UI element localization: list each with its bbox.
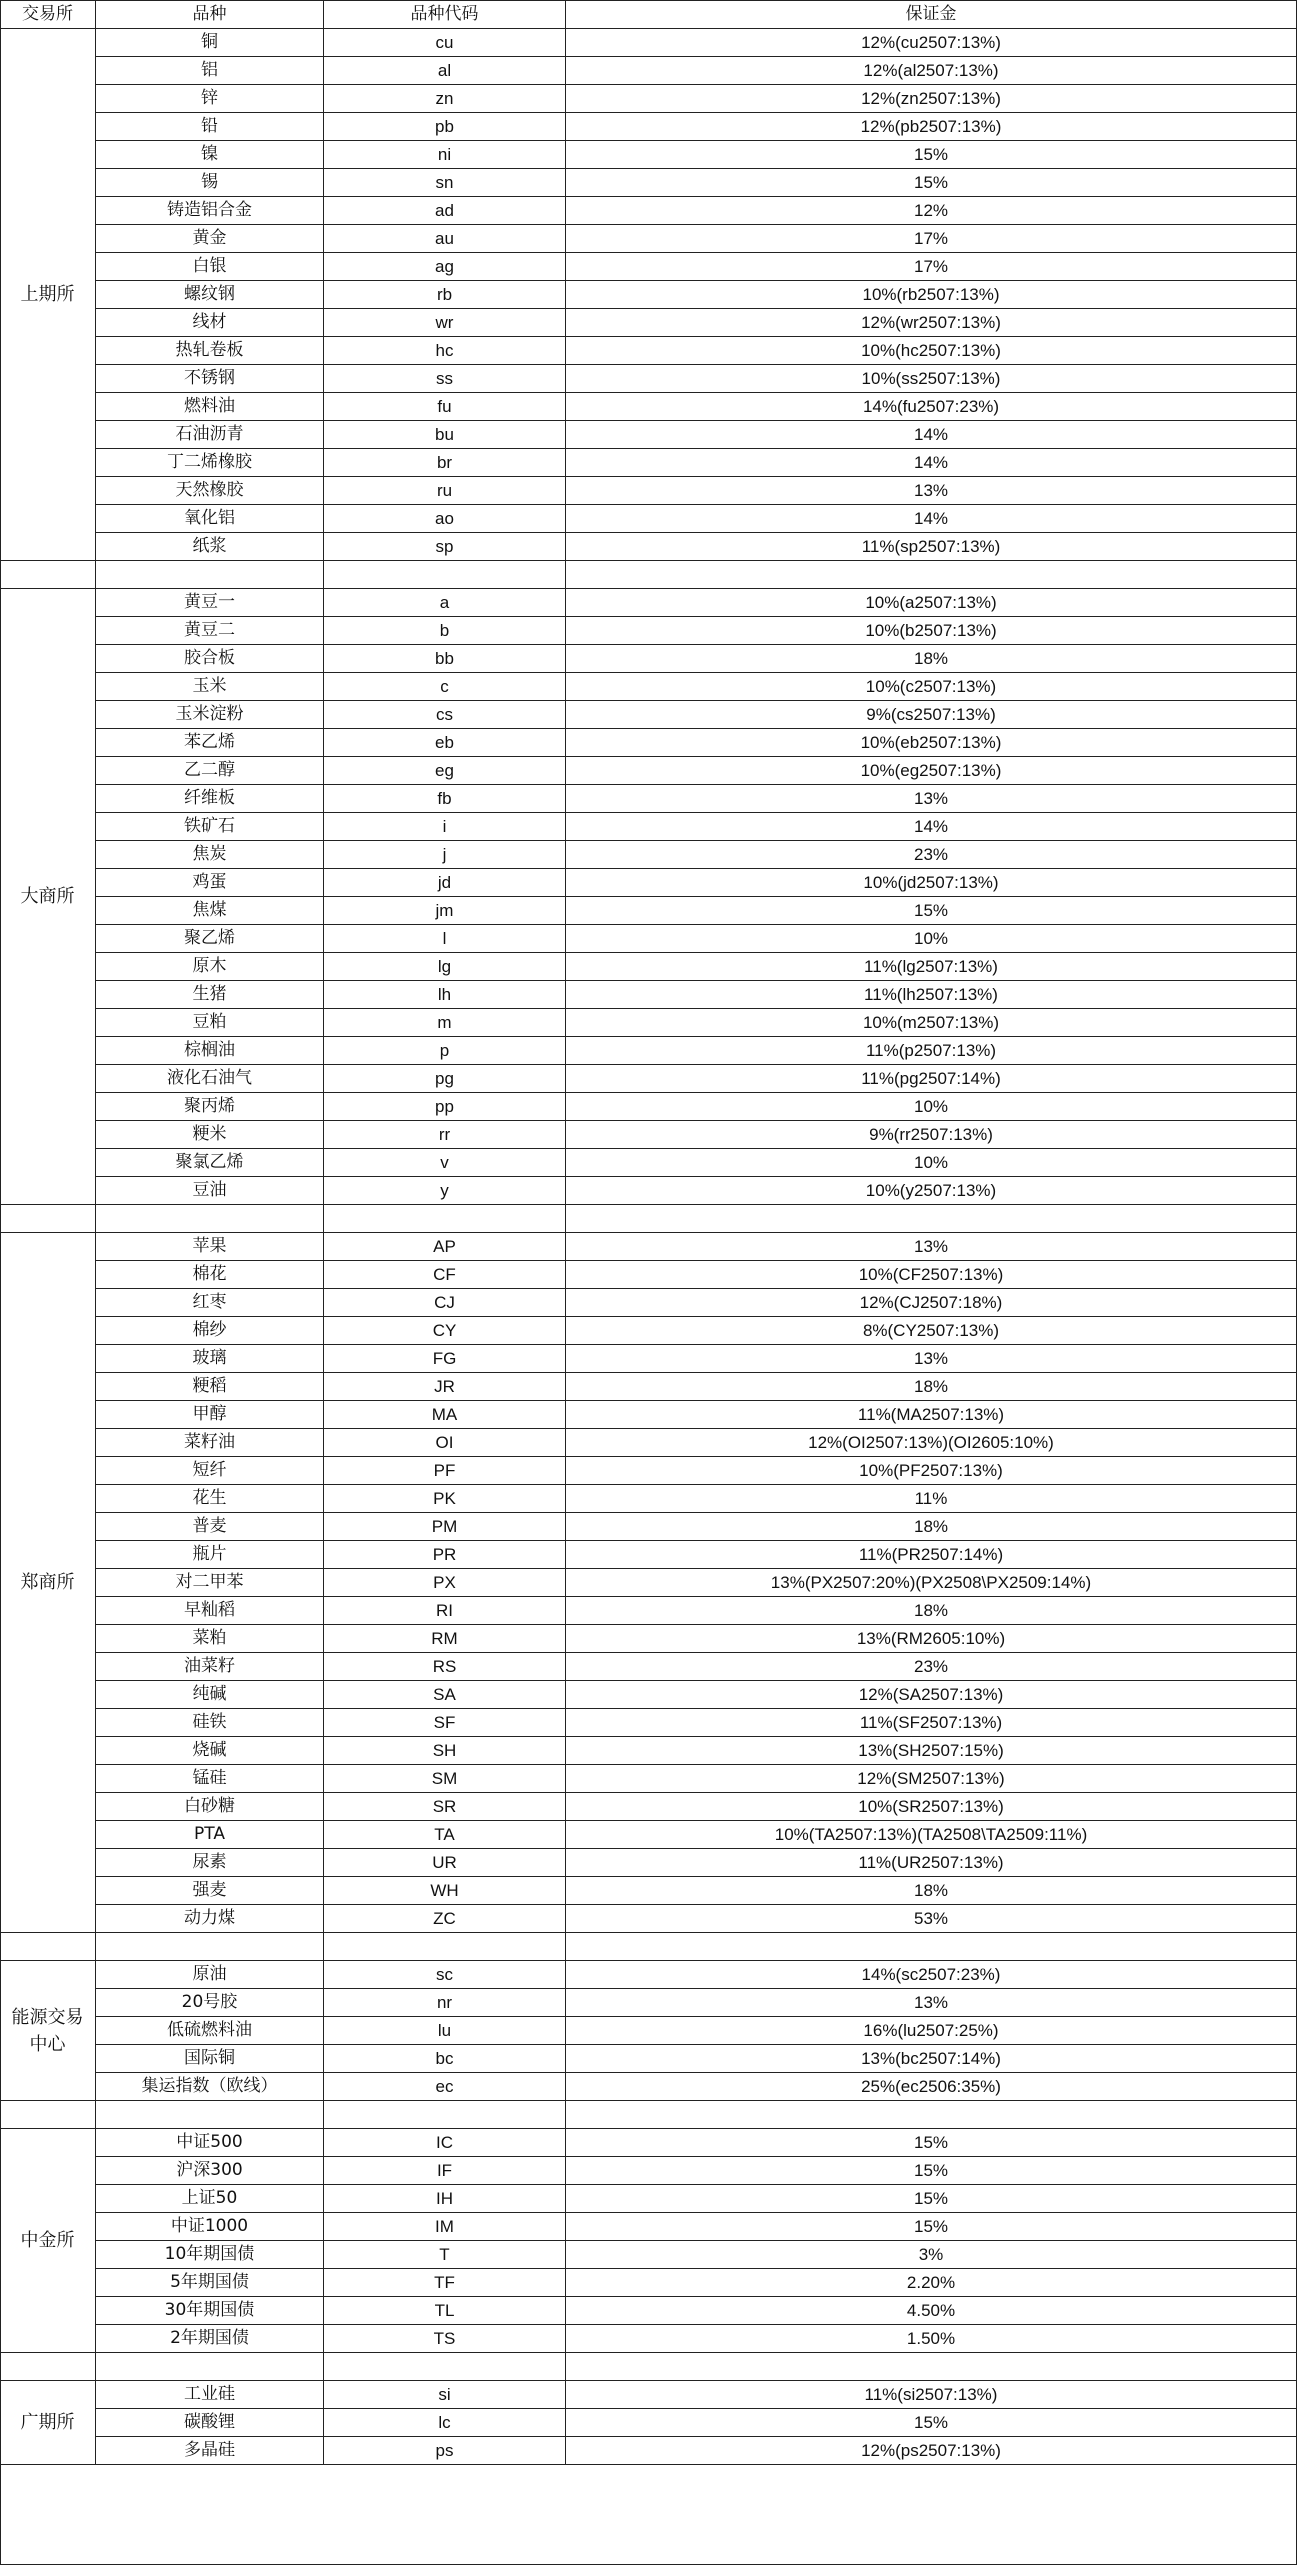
product-code-cell: IM [324, 2213, 566, 2241]
margin-rate-cell: 12%(CJ2507:18%) [566, 1289, 1297, 1317]
product-name-cell: 短纤 [96, 1457, 324, 1485]
product-code-cell: ss [324, 365, 566, 393]
product-code-cell: FG [324, 1345, 566, 1373]
margin-rate-cell: 10%(TA2507:13%)(TA2508\TA2509:11%) [566, 1821, 1297, 1849]
product-code-cell: IF [324, 2157, 566, 2185]
product-name-cell: 多晶硅 [96, 2437, 324, 2465]
product-name-cell: 中证1000 [96, 2213, 324, 2241]
product-code-cell: cu [324, 29, 566, 57]
product-name-cell: 丁二烯橡胶 [96, 449, 324, 477]
product-name-cell: 中证500 [96, 2129, 324, 2157]
margin-rate-cell: 14% [566, 421, 1297, 449]
product-code-cell: nr [324, 1989, 566, 2017]
product-code-cell: m [324, 1009, 566, 1037]
margin-rate-cell: 15% [566, 141, 1297, 169]
margin-rate-cell: 12%(SA2507:13%) [566, 1681, 1297, 1709]
product-name-cell: 螺纹钢 [96, 281, 324, 309]
product-name-cell: 低硫燃料油 [96, 2017, 324, 2045]
product-code-cell: TS [324, 2325, 566, 2353]
product-code-cell: MA [324, 1401, 566, 1429]
product-code-cell: TF [324, 2269, 566, 2297]
exchange-name-cell: 上期所 [0, 29, 96, 561]
product-code-cell: bu [324, 421, 566, 449]
product-name-cell: 氧化铝 [96, 505, 324, 533]
margin-rate-cell: 18% [566, 1877, 1297, 1905]
separator-cell [96, 561, 324, 589]
margin-rate-cell: 18% [566, 1513, 1297, 1541]
product-code-cell: RS [324, 1653, 566, 1681]
exchange-name-cell: 大商所 [0, 589, 96, 1205]
product-name-cell: 锡 [96, 169, 324, 197]
margin-rate-cell: 10%(eb2507:13%) [566, 729, 1297, 757]
product-code-cell: PK [324, 1485, 566, 1513]
product-code-cell: b [324, 617, 566, 645]
product-code-cell: lu [324, 2017, 566, 2045]
product-name-cell: 纤维板 [96, 785, 324, 813]
product-code-cell: jm [324, 897, 566, 925]
margin-rate-cell: 23% [566, 1653, 1297, 1681]
product-name-cell: 铜 [96, 29, 324, 57]
product-name-cell: 10年期国债 [96, 2241, 324, 2269]
margin-rate-cell: 53% [566, 1905, 1297, 1933]
separator-cell [324, 2353, 566, 2381]
product-name-cell: 焦煤 [96, 897, 324, 925]
separator-cell [566, 1205, 1297, 1233]
product-name-cell: 动力煤 [96, 1905, 324, 1933]
product-code-cell: WH [324, 1877, 566, 1905]
product-code-cell: JR [324, 1373, 566, 1401]
margin-rate-cell: 11%(lh2507:13%) [566, 981, 1297, 1009]
product-name-cell: 粳稻 [96, 1373, 324, 1401]
margin-rate-cell: 12%(SM2507:13%) [566, 1765, 1297, 1793]
margin-rate-cell: 13% [566, 1989, 1297, 2017]
product-name-cell: 铝 [96, 57, 324, 85]
product-code-cell: al [324, 57, 566, 85]
product-code-cell: hc [324, 337, 566, 365]
margin-rate-cell: 13%(bc2507:14%) [566, 2045, 1297, 2073]
product-code-cell: RM [324, 1625, 566, 1653]
product-code-cell: jd [324, 869, 566, 897]
margin-rate-cell: 10% [566, 925, 1297, 953]
exchange-name-cell: 中金所 [0, 2129, 96, 2353]
product-name-cell: 铅 [96, 113, 324, 141]
product-code-cell: SA [324, 1681, 566, 1709]
product-name-cell: 30年期国债 [96, 2297, 324, 2325]
product-code-cell: ni [324, 141, 566, 169]
product-code-cell: RI [324, 1597, 566, 1625]
product-name-cell: 天然橡胶 [96, 477, 324, 505]
margin-rate-cell: 11%(sp2507:13%) [566, 533, 1297, 561]
empty-trailing-area [0, 2465, 1297, 2565]
product-code-cell: IH [324, 2185, 566, 2213]
separator-cell [324, 1205, 566, 1233]
product-name-cell: 白银 [96, 253, 324, 281]
margin-rate-cell: 14% [566, 813, 1297, 841]
product-code-cell: wr [324, 309, 566, 337]
product-code-cell: AP [324, 1233, 566, 1261]
margin-rate-cell: 12% [566, 197, 1297, 225]
product-name-cell: 对二甲苯 [96, 1569, 324, 1597]
product-name-cell: 原木 [96, 953, 324, 981]
product-name-cell: 焦炭 [96, 841, 324, 869]
product-code-cell: TL [324, 2297, 566, 2325]
separator-cell [0, 561, 96, 589]
product-code-cell: fb [324, 785, 566, 813]
product-name-cell: 白砂糖 [96, 1793, 324, 1821]
product-code-cell: zn [324, 85, 566, 113]
product-code-cell: SM [324, 1765, 566, 1793]
margin-rate-cell: 10% [566, 1093, 1297, 1121]
product-code-cell: l [324, 925, 566, 953]
product-code-cell: SH [324, 1737, 566, 1765]
product-code-cell: CY [324, 1317, 566, 1345]
margin-rate-cell: 10%(m2507:13%) [566, 1009, 1297, 1037]
product-name-cell: 沪深300 [96, 2157, 324, 2185]
exchange-name-cell: 郑商所 [0, 1233, 96, 1933]
margin-rate-cell: 15% [566, 2185, 1297, 2213]
product-code-cell: pb [324, 113, 566, 141]
product-name-cell: 纸浆 [96, 533, 324, 561]
product-name-cell: 热轧卷板 [96, 337, 324, 365]
margin-rate-cell: 10%(rb2507:13%) [566, 281, 1297, 309]
product-code-cell: ps [324, 2437, 566, 2465]
margin-rate-cell: 11%(PR2507:14%) [566, 1541, 1297, 1569]
product-code-cell: ao [324, 505, 566, 533]
product-code-cell: sp [324, 533, 566, 561]
exchange-name-cell: 能源交易中心 [0, 1961, 96, 2101]
product-code-cell: fu [324, 393, 566, 421]
margin-rate-cell: 10%(eg2507:13%) [566, 757, 1297, 785]
product-name-cell: 聚氯乙烯 [96, 1149, 324, 1177]
product-name-cell: 豆油 [96, 1177, 324, 1205]
header-code: 品种代码 [324, 0, 566, 29]
margin-rate-cell: 15% [566, 169, 1297, 197]
product-code-cell: v [324, 1149, 566, 1177]
margin-rate-cell: 14% [566, 505, 1297, 533]
product-name-cell: 锌 [96, 85, 324, 113]
product-code-cell: eg [324, 757, 566, 785]
margin-rate-cell: 18% [566, 645, 1297, 673]
product-name-cell: 瓶片 [96, 1541, 324, 1569]
product-code-cell: CJ [324, 1289, 566, 1317]
margin-rate-cell: 12%(OI2507:13%)(OI2605:10%) [566, 1429, 1297, 1457]
margin-rate-cell: 12%(zn2507:13%) [566, 85, 1297, 113]
product-code-cell: sc [324, 1961, 566, 1989]
product-code-cell: lg [324, 953, 566, 981]
margin-rate-cell: 2.20% [566, 2269, 1297, 2297]
product-code-cell: c [324, 673, 566, 701]
product-code-cell: p [324, 1037, 566, 1065]
product-code-cell: ag [324, 253, 566, 281]
product-code-cell: ec [324, 2073, 566, 2101]
product-code-cell: pg [324, 1065, 566, 1093]
product-name-cell: 国际铜 [96, 2045, 324, 2073]
separator-cell [96, 2353, 324, 2381]
product-name-cell: 5年期国债 [96, 2269, 324, 2297]
product-name-cell: 棕榈油 [96, 1037, 324, 1065]
product-name-cell: 鸡蛋 [96, 869, 324, 897]
product-name-cell: 菜籽油 [96, 1429, 324, 1457]
product-name-cell: 生猪 [96, 981, 324, 1009]
margin-rate-cell: 11%(lg2507:13%) [566, 953, 1297, 981]
margin-rate-cell: 11%(MA2507:13%) [566, 1401, 1297, 1429]
margin-rate-cell: 13% [566, 1233, 1297, 1261]
margin-rate-cell: 10%(y2507:13%) [566, 1177, 1297, 1205]
margin-rate-cell: 11%(UR2507:13%) [566, 1849, 1297, 1877]
product-name-cell: 早籼稻 [96, 1597, 324, 1625]
product-name-cell: 粳米 [96, 1121, 324, 1149]
margin-rate-cell: 17% [566, 225, 1297, 253]
product-code-cell: PX [324, 1569, 566, 1597]
product-code-cell: OI [324, 1429, 566, 1457]
product-code-cell: PF [324, 1457, 566, 1485]
product-code-cell: j [324, 841, 566, 869]
separator-cell [324, 561, 566, 589]
product-code-cell: PM [324, 1513, 566, 1541]
margin-rate-cell: 12%(wr2507:13%) [566, 309, 1297, 337]
margin-rate-cell: 12%(pb2507:13%) [566, 113, 1297, 141]
product-name-cell: 花生 [96, 1485, 324, 1513]
margin-rate-cell: 13% [566, 477, 1297, 505]
margin-rate-cell: 10%(ss2507:13%) [566, 365, 1297, 393]
product-code-cell: ad [324, 197, 566, 225]
product-name-cell: 20号胶 [96, 1989, 324, 2017]
product-code-cell: br [324, 449, 566, 477]
margin-rate-cell: 14% [566, 449, 1297, 477]
product-name-cell: 黄豆二 [96, 617, 324, 645]
separator-cell [96, 2101, 324, 2129]
product-name-cell: 玉米淀粉 [96, 701, 324, 729]
product-name-cell: 油菜籽 [96, 1653, 324, 1681]
product-name-cell: 铁矿石 [96, 813, 324, 841]
product-code-cell: IC [324, 2129, 566, 2157]
margin-rate-cell: 1.50% [566, 2325, 1297, 2353]
product-name-cell: 菜粕 [96, 1625, 324, 1653]
margin-rate-cell: 10%(CF2507:13%) [566, 1261, 1297, 1289]
separator-cell [0, 1205, 96, 1233]
product-code-cell: rr [324, 1121, 566, 1149]
product-code-cell: lh [324, 981, 566, 1009]
margin-rate-cell: 10%(b2507:13%) [566, 617, 1297, 645]
product-code-cell: bb [324, 645, 566, 673]
product-code-cell: ZC [324, 1905, 566, 1933]
product-name-cell: 尿素 [96, 1849, 324, 1877]
header-exchange: 交易所 [0, 0, 96, 29]
product-code-cell: a [324, 589, 566, 617]
product-code-cell: i [324, 813, 566, 841]
margin-rate-cell: 17% [566, 253, 1297, 281]
product-code-cell: SF [324, 1709, 566, 1737]
product-name-cell: 2年期国债 [96, 2325, 324, 2353]
product-name-cell: 不锈钢 [96, 365, 324, 393]
margin-rate-cell: 12%(ps2507:13%) [566, 2437, 1297, 2465]
margin-rate-cell: 10%(PF2507:13%) [566, 1457, 1297, 1485]
margin-rate-cell: 11% [566, 1485, 1297, 1513]
separator-cell [96, 1205, 324, 1233]
product-name-cell: 黄金 [96, 225, 324, 253]
header-margin: 保证金 [566, 0, 1297, 29]
product-name-cell: 镍 [96, 141, 324, 169]
separator-cell [324, 1933, 566, 1961]
margin-rate-cell: 11%(pg2507:14%) [566, 1065, 1297, 1093]
margin-rate-cell: 25%(ec2506:35%) [566, 2073, 1297, 2101]
product-code-cell: PR [324, 1541, 566, 1569]
product-name-cell: 原油 [96, 1961, 324, 1989]
margin-rate-cell: 4.50% [566, 2297, 1297, 2325]
product-name-cell: 上证50 [96, 2185, 324, 2213]
product-name-cell: 玻璃 [96, 1345, 324, 1373]
product-name-cell: 苯乙烯 [96, 729, 324, 757]
product-name-cell: 锰硅 [96, 1765, 324, 1793]
product-name-cell: 石油沥青 [96, 421, 324, 449]
product-name-cell: 线材 [96, 309, 324, 337]
product-name-cell: 豆粕 [96, 1009, 324, 1037]
separator-cell [566, 1933, 1297, 1961]
margin-rate-cell: 15% [566, 2213, 1297, 2241]
margin-rate-cell: 11%(p2507:13%) [566, 1037, 1297, 1065]
product-code-cell: SR [324, 1793, 566, 1821]
product-name-cell: 纯碱 [96, 1681, 324, 1709]
product-name-cell: 普麦 [96, 1513, 324, 1541]
product-name-cell: 聚乙烯 [96, 925, 324, 953]
margin-rate-cell: 12%(al2507:13%) [566, 57, 1297, 85]
product-code-cell: cs [324, 701, 566, 729]
margin-rate-cell: 15% [566, 897, 1297, 925]
separator-cell [566, 2101, 1297, 2129]
margin-rate-cell: 13% [566, 1345, 1297, 1373]
product-name-cell: 铸造铝合金 [96, 197, 324, 225]
margin-rate-cell: 23% [566, 841, 1297, 869]
product-name-cell: 聚丙烯 [96, 1093, 324, 1121]
product-name-cell: 集运指数（欧线） [96, 2073, 324, 2101]
margin-rate-cell: 13%(SH2507:15%) [566, 1737, 1297, 1765]
margin-rate-cell: 10%(hc2507:13%) [566, 337, 1297, 365]
product-name-cell: 燃料油 [96, 393, 324, 421]
margin-rate-cell: 14%(sc2507:23%) [566, 1961, 1297, 1989]
product-name-cell: 碳酸锂 [96, 2409, 324, 2437]
product-name-cell: 甲醇 [96, 1401, 324, 1429]
product-name-cell: 棉花 [96, 1261, 324, 1289]
product-code-cell: UR [324, 1849, 566, 1877]
separator-cell [0, 2101, 96, 2129]
margin-rate-cell: 15% [566, 2129, 1297, 2157]
margin-rate-cell: 3% [566, 2241, 1297, 2269]
product-code-cell: T [324, 2241, 566, 2269]
product-name-cell: 黄豆一 [96, 589, 324, 617]
product-name-cell: 胶合板 [96, 645, 324, 673]
product-code-cell: si [324, 2381, 566, 2409]
margin-rate-cell: 9%(rr2507:13%) [566, 1121, 1297, 1149]
margin-rate-cell: 18% [566, 1373, 1297, 1401]
product-code-cell: pp [324, 1093, 566, 1121]
product-code-cell: au [324, 225, 566, 253]
margin-rate-cell: 12%(cu2507:13%) [566, 29, 1297, 57]
separator-cell [566, 561, 1297, 589]
margin-rate-cell: 10% [566, 1149, 1297, 1177]
separator-cell [324, 2101, 566, 2129]
margin-rate-cell: 11%(si2507:13%) [566, 2381, 1297, 2409]
margin-rate-cell: 15% [566, 2157, 1297, 2185]
product-name-cell: PTA [96, 1821, 324, 1849]
margin-rate-cell: 8%(CY2507:13%) [566, 1317, 1297, 1345]
separator-cell [0, 1933, 96, 1961]
product-name-cell: 乙二醇 [96, 757, 324, 785]
margin-rate-cell: 13%(RM2605:10%) [566, 1625, 1297, 1653]
product-code-cell: bc [324, 2045, 566, 2073]
product-code-cell: sn [324, 169, 566, 197]
product-code-cell: rb [324, 281, 566, 309]
separator-cell [0, 2353, 96, 2381]
margin-rate-cell: 10%(c2507:13%) [566, 673, 1297, 701]
product-name-cell: 烧碱 [96, 1737, 324, 1765]
product-code-cell: TA [324, 1821, 566, 1849]
product-code-cell: lc [324, 2409, 566, 2437]
margin-rate-cell: 10%(jd2507:13%) [566, 869, 1297, 897]
margin-rate-cell: 13% [566, 785, 1297, 813]
product-name-cell: 玉米 [96, 673, 324, 701]
product-code-cell: CF [324, 1261, 566, 1289]
separator-cell [566, 2353, 1297, 2381]
product-name-cell: 工业硅 [96, 2381, 324, 2409]
product-name-cell: 强麦 [96, 1877, 324, 1905]
product-code-cell: ru [324, 477, 566, 505]
margin-rate-cell: 18% [566, 1597, 1297, 1625]
margin-rate-cell: 9%(cs2507:13%) [566, 701, 1297, 729]
margin-rate-cell: 15% [566, 2409, 1297, 2437]
margin-rate-cell: 13%(PX2507:20%)(PX2508\PX2509:14%) [566, 1569, 1297, 1597]
margin-rate-cell: 10%(SR2507:13%) [566, 1793, 1297, 1821]
margin-rate-cell: 10%(a2507:13%) [566, 589, 1297, 617]
product-name-cell: 硅铁 [96, 1709, 324, 1737]
product-name-cell: 红枣 [96, 1289, 324, 1317]
product-name-cell: 棉纱 [96, 1317, 324, 1345]
margin-rate-cell: 14%(fu2507:23%) [566, 393, 1297, 421]
separator-cell [96, 1933, 324, 1961]
product-code-cell: y [324, 1177, 566, 1205]
margin-rate-cell: 11%(SF2507:13%) [566, 1709, 1297, 1737]
product-name-cell: 苹果 [96, 1233, 324, 1261]
exchange-name-cell: 广期所 [0, 2381, 96, 2465]
header-product: 品种 [96, 0, 324, 29]
product-code-cell: eb [324, 729, 566, 757]
product-name-cell: 液化石油气 [96, 1065, 324, 1093]
margin-rate-cell: 16%(lu2507:25%) [566, 2017, 1297, 2045]
